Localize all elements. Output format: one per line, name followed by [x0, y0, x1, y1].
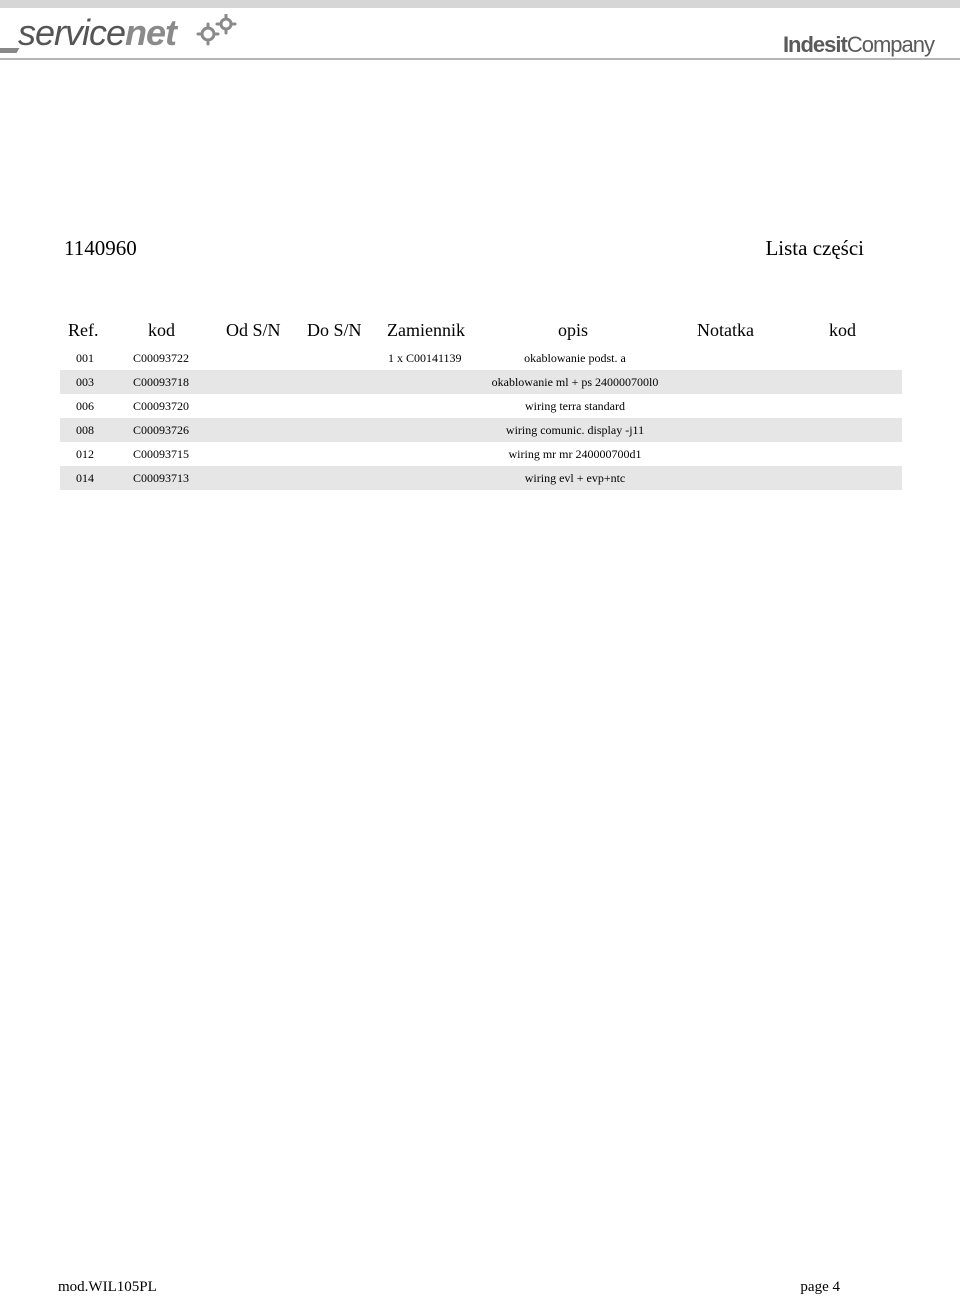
table-row — [60, 346, 902, 370]
column-header-note: Notatka — [697, 320, 754, 340]
row-code: C00093713 — [133, 471, 190, 485]
footer-model: mod.WIL105PL — [58, 1279, 157, 1295]
row-description: wiring comunic. display -j11 — [505, 423, 645, 437]
row-code: C00093722 — [133, 351, 190, 365]
row-ref: 003 — [76, 375, 94, 389]
row-code: C00093718 — [133, 375, 190, 389]
column-header-to-sn: Do S/N — [307, 320, 362, 340]
row-code: C00093720 — [133, 399, 190, 413]
footer-page-number: page 4 — [800, 1279, 840, 1295]
row-ref: 001 — [76, 351, 94, 365]
column-header-description: opis — [558, 320, 589, 340]
row-description: okablowanie ml + ps 240000700l0 — [491, 375, 659, 389]
row-code: C00093726 — [133, 423, 190, 437]
row-code: C00093715 — [133, 447, 190, 461]
row-description: okablowanie podst. a — [524, 351, 626, 365]
parts-table-header — [0, 320, 960, 346]
table-row — [60, 418, 902, 442]
table-row — [60, 466, 902, 490]
servicenet-wordmark: servicenet — [18, 12, 177, 53]
table-row — [60, 370, 902, 394]
row-description: wiring mr mr 240000700d1 — [508, 447, 642, 461]
column-header-code: kod — [148, 320, 175, 340]
indesit-company-logo: IndesitCompany — [782, 32, 934, 57]
row-ref: 012 — [76, 447, 94, 461]
column-header-from-sn: Od S/N — [226, 320, 281, 340]
row-ref: 006 — [76, 399, 94, 413]
servicenet-logo — [0, 14, 260, 58]
row-ref: 014 — [76, 471, 94, 485]
parts-table — [60, 346, 902, 490]
row-ref: 008 — [76, 423, 94, 437]
column-header-ref: Ref. — [68, 320, 99, 340]
column-header-replacement: Zamiennik — [387, 320, 465, 340]
document-title: Lista części — [765, 236, 864, 260]
row-description: wiring terra standard — [525, 399, 625, 413]
table-row — [60, 442, 902, 466]
row-description: wiring evl + evp+ntc — [524, 471, 626, 485]
row-replacement: 1 x C00141139 — [388, 351, 462, 365]
gears-icon — [196, 14, 240, 46]
document-number: 1140960 — [64, 236, 137, 260]
header-divider — [0, 58, 960, 60]
top-bar — [0, 0, 960, 8]
logo-slant-mark — [0, 48, 19, 53]
table-row — [60, 394, 902, 418]
column-header-code-2: kod — [829, 320, 856, 340]
